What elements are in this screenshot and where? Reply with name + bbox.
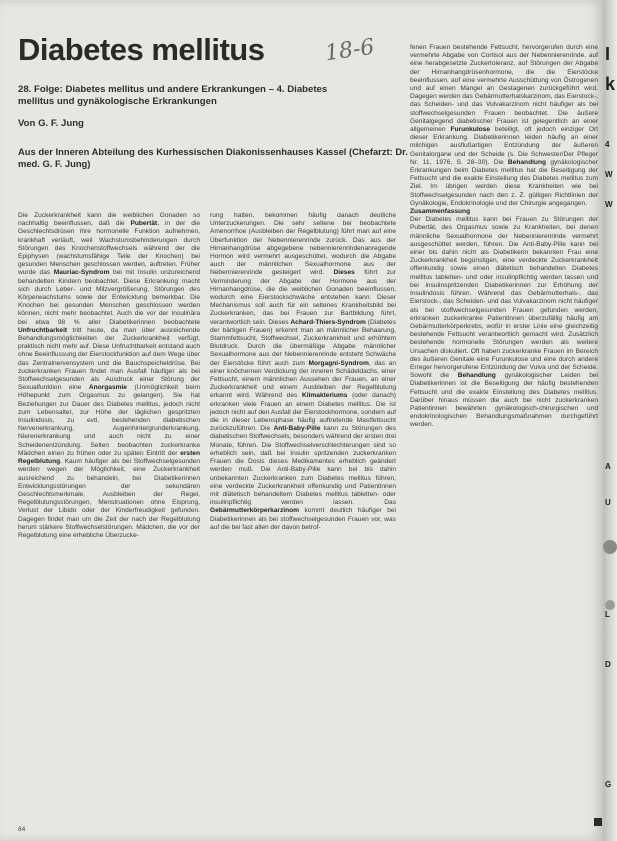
text-run: . Kaum häufiger als bei Stoffwechselgesunden werden wegen der Möglichkeit, eine Zuckerkrankheit ausreichend zu behandeln, bei Diabetikerinnen Entwicklungsstörungen der sekundären Geschlechtsmerkmale, Ausbleiben der Regel, Regelblutungsstörungen, Menstruationen ohne Eisprung, Verlust der Libido oder der Kinderfreudigkeit gefunden. Dagegen findet man um die Zeit der nach der Regelblutung herum stärkere Stoffwechselstörungen. Mädchen, die vor der Regelblutung eine erhebliche Überzucke- xyxy=(18,458,200,539)
bold-term: Gebärmutterkörperkarzinom xyxy=(210,507,300,515)
edge-letter: 4 xyxy=(605,140,610,149)
text-run: gynäkologischer Leiden bei Diabetikerinnen ist die Beseitigung der häufig bestehenden Fettsucht und die exakte Einstellung des Diabetes mellitus. Darüber hinaus müssen die auch bei nicht zuckerkranken Patientinnen bewährten gynäkologisch-chirurgischen und endokrinologischen Behandlungsmaßnahmen durchgeführt werden. xyxy=(410,372,598,429)
edge-letter: W xyxy=(605,170,613,179)
text-run: (Diabetes der bärtigen Frauen) erkennt man an männlicher Behaarung, Stammfettsucht, Stoffwechsel, Zuckerkrankheit und erhöhtem Blutdruck. Durch die übermäßige Abgabe männlicher Sexualhormone aus der Nebennierenrinde entsteht Schwäche der Eierstöcke führt auch zum xyxy=(210,318,396,367)
edge-letter: D xyxy=(605,660,611,669)
bold-term: Behandlung xyxy=(507,158,547,166)
bold-term: Mauriac-Syndrom xyxy=(53,269,110,277)
bold-term: Morgagni-Syndrom xyxy=(308,359,369,367)
edge-letter: W xyxy=(605,200,613,209)
bold-term: Anti-Baby-Pille xyxy=(273,425,321,433)
text-column-3 xyxy=(410,44,598,829)
text-run: Der Diabetes mellitus kann bei Frauen zu Störungen der Pubertät, des Orgasmus sowie zu Krankheiten, bei denen männliche Sexualhormone der Nebennierenrinde vermehrt ausgeschüttet werden, führen. Die Anti-Baby-Pille kann bei einer bis dahin nicht als Diabetikerin bekannten Frau eine Zuckerkrankheit begünstigen, eine verdeckte Zuckerkrankheit offenkundig sowie einen diätetisch behandelten Diabetes mellitus tabletten- und oder insulinpflichtig werden lassen und bei insulinspritzenden Diabetikerinnen zur Erhöhung der Insulindosis führen. Während das Gebärmutterhals-, das Eierstock-, das Scheiden- und das Vulvakarzinom nicht häufiger als bei stoffwechselgesunden Frauen gefunden werden, erkranken zuckerkranke Patientinnen überzufällig häufig am Gebärmutterkörperkrebs, wofür in erster Linie eine gleichzeitig bestehende Fettsucht verantwortlich gemacht wird. Zusätzlich bestehende hormonelle Störungen werden als weitere Ursachen diskutiert. Oft haben zuckerkranke Frauen im Bereich des äußeren Genitale eine Furunkulose und eine durch andere Erreger hervorgerufene Entzündung der Vulva und der Scheide. Sowohl die xyxy=(410,216,598,380)
edge-letter: U xyxy=(605,498,611,507)
text-run: führt zur Verminderung der Abgabe der Hormone aus der Hirnanhangdrüse, die die weiblichen Gonaden beeinflussen, wodurch eine Eierstockschwäche entstehen kann. Dieser Mechanismus soll auch für ein seltenes Krankheitsbild bei Zuckerkranken, das bei Frauen zur Bartbildung führt, verantwortlich sein. Dieses xyxy=(210,269,396,326)
paragraph xyxy=(410,44,598,208)
bold-term: Achard-Thiers-Syndrom xyxy=(290,318,366,326)
text-run: , das an einer knöchernen Verdickung der inneren Schädeldachs, einer Fettsucht, einem männlichen Aussehen der Frauen, an einer Zuckerkrankheit und einem Ausbleiben der Regelblutung erkannt wird. Während des xyxy=(210,359,396,400)
adjacent-page-edge xyxy=(603,0,617,841)
edge-letter: I xyxy=(605,44,611,64)
text-column-1 xyxy=(18,212,200,818)
text-run: rung hatten, bekommen häufig danach deutliche Unterzuckerungen. Die sehr seltene bei beobachtete Amenorrhoe (Ausbleiben der Regelblutung) führt man auf eine Überfunktion der Nebennierenrinde zurück. Das aus der Hirnanhangdrüse abgegebene nebennierenrindenanregende Hormon wird vermehrt ausgeschüttet, wodurch die Abgabe auch der männlichen Sexualhormone aus der Nebennierenrinde gesteigert wird. xyxy=(210,212,396,277)
bold-term: Dieses xyxy=(333,269,355,277)
text-run: gynäkologischer Erkrankungen beim Diabetes mellitus hat die Beseitigung der Fettsucht und die exakte Einstellung des Diabetes mellitus zum Ziel. Im übrigen werden diese Krankheiten wie bei Stoffwechselgesunden nach den z. Z. gültigen Richtlinien der Gynäkologie, Endokrinologie und der Chirurgie angegangen. xyxy=(410,158,598,207)
text-run: kommt deutlich häufiger bei Diabetikerinnen als bei stoffwechselgesunden Frauen vor, was auf die bei fast allen der davon betrof- xyxy=(210,507,396,531)
paragraph xyxy=(410,216,598,429)
text-run: bei mit Insulin unzureichend behandelten Kindern beobachtet. Diese Erkrankung macht sich durch Leber- und Milzvergrößerung, Störungen des Körperwachstums sowie der Entwicklung bemerkbar. Die Knochen bei gesunden Menschen geschlossen werden können, nicht mehr beobachtet. Auch die vor der Insulinära bei etwa 98 % aller Diabetikerinnen beobachtete xyxy=(18,269,200,326)
edge-letter: A xyxy=(605,462,611,471)
handwritten-note: 18-6 xyxy=(323,34,376,67)
edge-letter: G xyxy=(605,780,612,789)
text-column-2 xyxy=(210,212,396,837)
section-heading: Zusammenfassung xyxy=(410,208,471,216)
text-run: (oder danach) erkranken viele Frauen an einem Diabetes mellitus. Die ist jedoch nicht auf den Ausfall der Eierstockhormone, sondern auf die in dieser Lebensphase häufig auftretende Mastfettsucht zurückzuführen. Die xyxy=(210,392,396,433)
text-run: tritt heute, da man über ausreichende Behandlungsmöglichkeiten der Zuckerkrankheit verfügt, praktisch nicht mehr auf. Diese Unfruchtbarkeit entstand auch ohne Beeinflussung der Eierstockfunktion auf dem Wege über das Zentralnervensystem und die Bauchspeicheldrüse. Bei zuckerkranken Frauen findet man Ausfall häufiger als bei Stoffwechselgesunden als Ausdruck einer Störung der Sexualfunktion eine xyxy=(18,326,200,392)
article-affiliation: Aus der Inneren Abteilung des Kurhessischen Diakonissenhauses Kassel (Chefarzt: Dr. med. G. F. Jung) xyxy=(18,146,408,169)
bold-term: Furunkulose xyxy=(450,126,491,134)
text-run: beteiligt, oft jedoch einziger Ort dieser Erkrankung. Diabetikerinnen leiden häufig an einer milchigen ausflußartigen Entzündung der äußeren Genitalorgane und der Scheide (s. Die Schwester/Der Pfleger Nr. 11, 1976, S. 28–30). Die xyxy=(410,126,598,166)
article-subtitle: 28. Folge: Diabetes mellitus und andere Erkrankungen – 4. Diabetes mellitus und gynäkologische Erkrankungen xyxy=(18,84,328,107)
edge-letter: L xyxy=(605,610,610,619)
bold-term: Unfruchtbarkeit xyxy=(18,326,68,334)
edge-letter: k xyxy=(605,74,616,94)
binding-hole xyxy=(605,600,615,610)
page-number: 84 xyxy=(18,826,26,833)
text-run: Die Zuckerkrankheit kann die weiblichen Gonaden so nachhaltig beeinflussen, daß die xyxy=(18,212,200,228)
end-marker xyxy=(594,818,602,826)
text-run: kann zu Störungen des diabetischen Stoffwechsels, besonders während der ersten drei Monate, führen. Die Stoffwechselverschlechterungen sind so erheblich sein, daß bei Insulin spritzenden zuckerkranken Frauen die Dosis dieses Medikamentes erheblich geändert werden muß. Die Anti-Baby-Pille kann bei bis dahin unbekannten Zuckerkranken zum Diabetes mellitus führen, eine verdeckte Zuckerkrankheit offenkundig und Patientinnen mit diätetisch behandeltem Diabetes mellitus tabletten- oder insulinpflichtig werden lassen. Das xyxy=(210,425,396,507)
binding-hole xyxy=(603,540,617,554)
bold-term: Pubertät xyxy=(130,220,158,228)
bold-term: ersten Regelblutung xyxy=(18,449,200,466)
article-author: Von G. F. Jung xyxy=(18,118,84,129)
text-run: fenen Frauen bestehende Fettsucht, hervorgerufen durch eine vermehrte Abgabe von Cortisol aus der Nebennierenrinde, auf eine herabgesetzte Zuckertoleranz, auf Störungen der Abgabe der Hirnanhangdrüsenhormone, die die Eierstöcke beeinflussen, auf eine vermehrte Ausschüttung von Östrogenen und auf einen Mangel an Gestagenen zurückgeführt wird. Dagegen werden das Gebärmutterhalskarzinom, das Eierstock-, das Scheiden- und das Vulvakarzinom nicht häufiger als bei stoffwechselgesunden Frauen beobachtet. Die äußere Genitalgegend diabetischer Frauen ist gelegentlich an einer allgemeinen xyxy=(410,44,598,134)
text-run: , in der die Geschlechtsdrüsen ihre hormonelle Funktion aufnehmen, krankhaft verläuft, weil Wachstumsbehinderungen durch Störungen des Knochenstoffwechsels während der die Epiphysen (wachstumsfähige Teile der Knochen) bei gesunden Menschen geschlossen werden, auftreten. Früher wurde das xyxy=(18,220,200,277)
article-title: Diabetes mellitus xyxy=(18,32,265,67)
paragraph xyxy=(210,212,396,532)
text-run: (Unmöglichkeit beim Höhepunkt zum Orgasmus zu gelangen). Sie hat Beziehungen zur Dauer des Diabetes mellitus, jedoch nicht zum Lebensalter, zur Höhe der täglichen gespritzten Insulindosis, zu evtl. bestehenden diabetischen Nervenerkrankung, Augenhintergrunderkrankung, Nierenerkrankung und auch nicht zu einer Scheidenentzündung. Selten beobachten zuckerkranke Mädchen einen zu frühen oder zu späten Eintritt der xyxy=(18,384,200,457)
bold-term: Anorgasmie xyxy=(88,384,127,392)
bold-term: Behandlung xyxy=(457,372,496,380)
paragraph xyxy=(18,212,200,540)
bold-term: Klimakteriums xyxy=(301,392,348,400)
